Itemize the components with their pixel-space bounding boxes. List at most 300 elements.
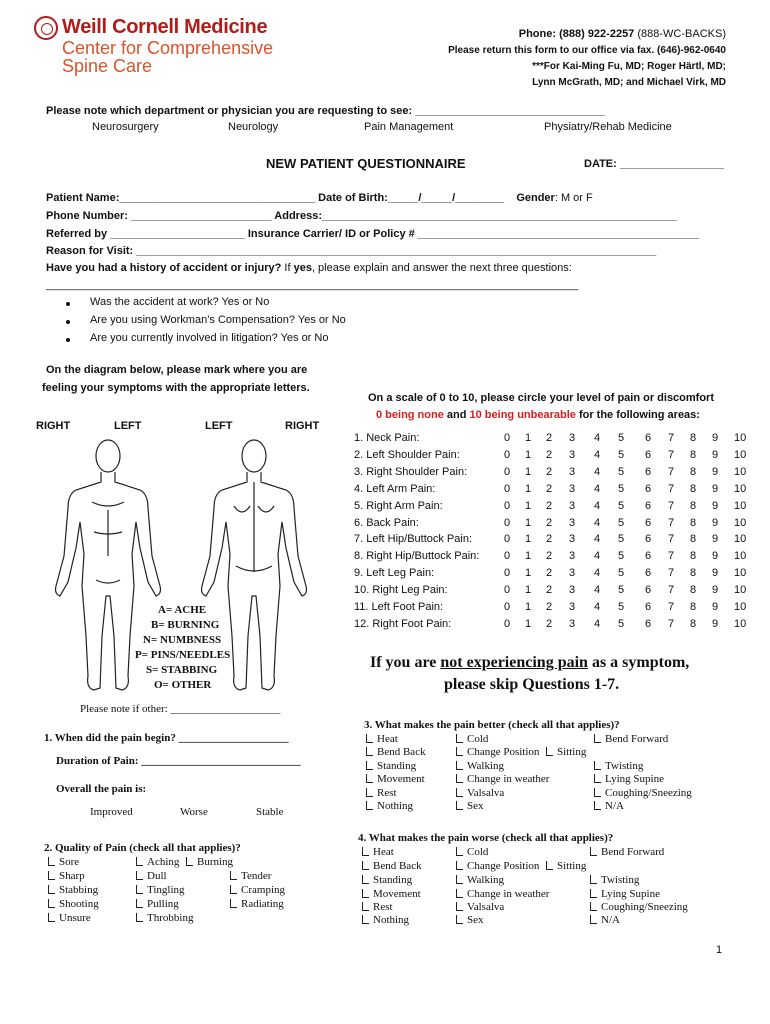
q3-checkbox-option[interactable]: [366, 733, 398, 745]
checkbox-icon[interactable]: [136, 885, 143, 894]
q4-checkbox-option[interactable]: [456, 888, 549, 900]
q1-option-worse[interactable]: Worse: [180, 806, 208, 818]
pain-level-option[interactable]: 5: [618, 550, 625, 563]
checkbox-icon[interactable]: [48, 857, 55, 866]
checkbox-icon[interactable]: [590, 902, 597, 911]
pain-level-option[interactable]: 1: [525, 567, 532, 580]
checkbox-icon[interactable]: [362, 875, 369, 884]
checkbox-label: Change in weather: [467, 888, 550, 900]
workmans-comp-question[interactable]: Are you using Workman’s Compensation? Yes or No: [90, 314, 346, 326]
dept-option-neurology[interactable]: Neurology: [228, 121, 279, 133]
pain-level-option[interactable]: 10: [734, 601, 747, 613]
phone-address-line[interactable]: Phone Number: _______________________ Address:__________________________________________________________: [46, 210, 677, 222]
department-prompt: Please note which department or physician you are requesting to see: _______________________________: [46, 105, 605, 117]
pain-level-option[interactable]: 5: [618, 516, 625, 529]
checkbox-icon[interactable]: [366, 734, 373, 743]
q2-checkbox-option[interactable]: [230, 870, 271, 882]
checkbox-icon[interactable]: [362, 847, 369, 856]
pain-level-option[interactable]: 5: [618, 465, 625, 478]
q4-checkbox-option[interactable]: [590, 914, 620, 926]
diagram-instruction-2: feeling your symptoms with the appropriate letters.: [42, 382, 310, 394]
pain-level-option[interactable]: 5: [618, 584, 625, 597]
pain-level-option[interactable]: 9: [712, 448, 719, 461]
checkbox-icon[interactable]: [456, 875, 463, 884]
q2-checkbox-option[interactable]: [136, 898, 179, 910]
referral-insurance-line[interactable]: Referred by ______________________ Insurance Carrier/ ID or Policy # ______________________________________________: [46, 228, 700, 240]
pain-level-option[interactable]: 7: [668, 601, 675, 613]
checkbox-label: Rest: [373, 901, 393, 913]
q4-checkbox-option[interactable]: [590, 888, 660, 900]
checkbox-label: Standing: [373, 874, 413, 886]
pain-level-option[interactable]: 4: [594, 601, 601, 613]
q1-when-pain-began[interactable]: 1. When did the pain begin? ____________________: [44, 732, 289, 744]
pain-level-option[interactable]: 1: [525, 432, 532, 444]
pain-level-option[interactable]: 2: [546, 499, 553, 512]
checkbox-icon[interactable]: [136, 857, 143, 866]
pain-level-option[interactable]: 4: [594, 432, 601, 444]
checkbox-icon[interactable]: [590, 875, 597, 884]
checkbox-icon[interactable]: [230, 885, 237, 894]
pain-level-option[interactable]: 6: [645, 601, 652, 613]
checkbox-icon[interactable]: [590, 847, 597, 856]
pain-level-option[interactable]: 7: [668, 482, 675, 495]
litigation-question[interactable]: Are you currently involved in litigation? Yes or No: [90, 332, 329, 344]
pain-level-option[interactable]: 10: [734, 550, 747, 563]
pain-level-option[interactable]: 0: [504, 432, 511, 444]
checkbox-icon[interactable]: [366, 788, 373, 797]
pain-level-option[interactable]: 1: [525, 482, 532, 495]
pain-level-option[interactable]: 7: [668, 516, 675, 529]
pain-level-option[interactable]: 8: [690, 516, 697, 529]
checkbox-icon[interactable]: [48, 871, 55, 880]
pain-level-option[interactable]: 3: [569, 432, 576, 444]
checkbox-icon[interactable]: [456, 902, 463, 911]
q3-checkbox-option[interactable]: [456, 746, 539, 758]
phone-label: Phone: (888) 922-2257: [518, 28, 635, 40]
dept-option-neurosurgery[interactable]: Neurosurgery: [92, 121, 159, 133]
pain-level-option[interactable]: 4: [594, 567, 601, 580]
org-logo-name: Weill Cornell Medicine: [62, 16, 268, 38]
q4-checkbox-option[interactable]: [546, 860, 586, 872]
pain-level-option[interactable]: 10: [734, 482, 747, 495]
pain-level-option[interactable]: 0: [504, 617, 511, 630]
pain-level-option[interactable]: 3: [569, 482, 576, 495]
checkbox-label: Cold: [467, 733, 489, 745]
pain-level-option[interactable]: 9: [712, 465, 719, 478]
checkbox-label: Coughing/Sneezing: [605, 787, 692, 799]
pain-level-option[interactable]: 7: [668, 499, 675, 512]
checkbox-icon[interactable]: [590, 915, 597, 924]
q4-checkbox-option[interactable]: [590, 901, 688, 913]
dept-option-physiatry[interactable]: Physiatry/Rehab Medicine: [544, 121, 672, 133]
pain-level-option[interactable]: 0: [504, 465, 511, 478]
pain-level-option[interactable]: 2: [546, 617, 553, 630]
pain-level-option[interactable]: 1: [525, 601, 532, 613]
pain-level-option[interactable]: 1: [525, 448, 532, 461]
q2-quality-label: 2. Quality of Pain (check all that applies)?: [44, 842, 241, 854]
pain-level-option[interactable]: 1: [525, 584, 532, 597]
pain-level-option[interactable]: 3: [569, 567, 576, 580]
q2-checkbox-option[interactable]: [136, 884, 185, 896]
pain-level-option[interactable]: 4: [594, 516, 601, 529]
q3-checkbox-option[interactable]: [594, 787, 692, 799]
fax-line: Please return this form to our office via fax. (646)-962-0640: [448, 45, 726, 56]
checkbox-icon[interactable]: [136, 899, 143, 908]
other-note-field[interactable]: Please note if other: ____________________: [80, 703, 281, 715]
checkbox-icon[interactable]: [366, 801, 373, 810]
date-field[interactable]: DATE: _________________: [584, 158, 724, 170]
bullet-dot: [66, 338, 70, 342]
q1-option-stable[interactable]: Stable: [256, 806, 284, 818]
checkbox-icon[interactable]: [456, 774, 463, 783]
pain-level-option[interactable]: 10: [734, 465, 747, 478]
pain-level-option[interactable]: 8: [690, 465, 697, 478]
checkbox-icon[interactable]: [456, 915, 463, 924]
q2-checkbox-option[interactable]: [48, 870, 85, 882]
checkbox-icon[interactable]: [186, 857, 193, 866]
checkbox-label: Bend Back: [377, 746, 426, 758]
pain-level-option[interactable]: 1: [525, 617, 532, 630]
pain-area-label: 12. Right Foot Pain:: [354, 617, 452, 630]
q4-checkbox-option[interactable]: [362, 860, 422, 872]
q4-checkbox-option[interactable]: [362, 846, 394, 858]
pain-level-option[interactable]: 10: [734, 533, 747, 546]
q2-checkbox-option[interactable]: [230, 884, 285, 896]
pain-level-option[interactable]: 3: [569, 550, 576, 563]
pain-level-option[interactable]: 10: [734, 448, 747, 461]
pain-level-option[interactable]: 8: [690, 584, 697, 597]
pain-level-option[interactable]: 10: [734, 516, 747, 529]
checkbox-label: Movement: [377, 773, 425, 785]
history-question: Have you had a history of accident or injury? If yes, please explain and answer the next three questions:: [46, 262, 572, 274]
pain-level-option[interactable]: 0: [504, 584, 511, 597]
checkbox-label: Rest: [377, 787, 397, 799]
checkbox-icon[interactable]: [594, 734, 601, 743]
q3-checkbox-option[interactable]: [456, 773, 549, 785]
q3-checkbox-option[interactable]: [366, 787, 397, 799]
pain-level-option[interactable]: 6: [645, 482, 652, 495]
pain-level-option[interactable]: 8: [690, 533, 697, 546]
pain-level-option[interactable]: 3: [569, 533, 576, 546]
checkbox-label: Sex: [467, 800, 484, 812]
pain-level-option[interactable]: 6: [645, 533, 652, 546]
pain-level-option[interactable]: 7: [668, 533, 675, 546]
gender-options[interactable]: : M or F: [554, 192, 593, 204]
pain-level-option[interactable]: 2: [546, 567, 553, 580]
legend-stabbing: S= STABBING: [146, 664, 218, 676]
pain-level-option[interactable]: 2: [546, 516, 553, 529]
checkbox-label: Stabbing: [59, 884, 99, 896]
pain-level-option[interactable]: 3: [569, 465, 576, 478]
pain-level-option[interactable]: 9: [712, 601, 719, 613]
q3-checkbox-option[interactable]: [366, 746, 426, 758]
checkbox-icon[interactable]: [546, 747, 553, 756]
checkbox-icon[interactable]: [48, 913, 55, 922]
pain-level-option[interactable]: 0: [504, 516, 511, 529]
pain-level-option[interactable]: 9: [712, 584, 719, 597]
pain-level-option[interactable]: 10: [734, 617, 747, 630]
pain-level-option[interactable]: 9: [712, 482, 719, 495]
q2-checkbox-option[interactable]: [230, 898, 284, 910]
checkbox-icon[interactable]: [366, 761, 373, 770]
checkbox-label: Lying Supine: [601, 888, 660, 900]
checkbox-label: Dull: [147, 870, 167, 882]
checkbox-icon[interactable]: [456, 861, 463, 870]
reason-for-visit-line[interactable]: Reason for Visit: _____________________________________________________________________________________: [46, 245, 657, 257]
pain-level-option[interactable]: 6: [645, 550, 652, 563]
checkbox-icon[interactable]: [48, 899, 55, 908]
q3-checkbox-option[interactable]: [546, 746, 586, 758]
pain-level-option[interactable]: 5: [618, 499, 625, 512]
diagram-instruction-1: On the diagram below, please mark where you are: [46, 364, 308, 376]
checkbox-label: Unsure: [59, 912, 91, 924]
pain-level-option[interactable]: 6: [645, 448, 652, 461]
pain-level-option[interactable]: 8: [690, 482, 697, 495]
checkbox-icon[interactable]: [594, 774, 601, 783]
q1-option-improved[interactable]: Improved: [90, 806, 133, 818]
pain-level-option[interactable]: 1: [525, 499, 532, 512]
pain-level-option[interactable]: 8: [690, 601, 697, 613]
pain-level-option[interactable]: 9: [712, 533, 719, 546]
pain-level-option[interactable]: 3: [569, 499, 576, 512]
q4-checkbox-option[interactable]: [590, 874, 639, 886]
pain-level-option[interactable]: 9: [712, 432, 719, 444]
pain-level-option[interactable]: 10: [734, 499, 747, 512]
pain-level-option[interactable]: 2: [546, 584, 553, 597]
q2-checkbox-option[interactable]: [48, 912, 91, 924]
q4-checkbox-option[interactable]: [362, 914, 409, 926]
pain-level-option[interactable]: 1: [525, 550, 532, 563]
pain-level-option[interactable]: 8: [690, 499, 697, 512]
checkbox-icon[interactable]: [456, 889, 463, 898]
q4-checkbox-option[interactable]: [590, 846, 664, 858]
pain-level-option[interactable]: 0: [504, 550, 511, 563]
checkbox-icon[interactable]: [594, 788, 601, 797]
pain-level-option[interactable]: 5: [618, 617, 625, 630]
pain-level-option[interactable]: 5: [618, 432, 625, 444]
checkbox-icon[interactable]: [594, 801, 601, 810]
pain-level-option[interactable]: 6: [645, 617, 652, 630]
pain-level-option[interactable]: 1: [525, 516, 532, 529]
q4-checkbox-option[interactable]: [362, 888, 421, 900]
pain-level-option[interactable]: 7: [668, 448, 675, 461]
pain-level-option[interactable]: 7: [668, 465, 675, 478]
checkbox-icon[interactable]: [230, 899, 237, 908]
pain-level-option[interactable]: 9: [712, 550, 719, 563]
checkbox-label: Change Position: [467, 860, 540, 872]
checkbox-label: Lying Supine: [605, 773, 664, 785]
pain-level-option[interactable]: 10: [734, 432, 747, 444]
checkbox-icon[interactable]: [456, 847, 463, 856]
diagram-label-left-front: LEFT: [114, 420, 142, 432]
q3-checkbox-option[interactable]: [456, 733, 488, 745]
history-explanation-line[interactable]: _______________________________________________________________________________________: [46, 279, 579, 291]
pain-area-label: 10. Right Leg Pain:: [354, 584, 448, 597]
q3-checkbox-option[interactable]: [456, 800, 484, 812]
q3-checkbox-option[interactable]: [594, 800, 624, 812]
pain-level-option[interactable]: 7: [668, 550, 675, 563]
pain-level-option[interactable]: 5: [618, 567, 625, 580]
pain-level-option[interactable]: 4: [594, 448, 601, 461]
pain-level-option[interactable]: 1: [525, 465, 532, 478]
pain-level-option[interactable]: 10: [734, 584, 747, 597]
skip-note-line1: If you are not experiencing pain as a symptom,: [370, 654, 690, 671]
pain-level-option[interactable]: 2: [546, 482, 553, 495]
pain-level-option[interactable]: 5: [618, 448, 625, 461]
pain-level-option[interactable]: 5: [618, 482, 625, 495]
pain-level-option[interactable]: 0: [504, 482, 511, 495]
q2-checkbox-option[interactable]: [48, 898, 99, 910]
checkbox-icon[interactable]: [546, 861, 553, 870]
checkbox-label: Heat: [373, 846, 394, 858]
legend-numbness: N= NUMBNESS: [143, 634, 222, 646]
pain-level-option[interactable]: 3: [569, 584, 576, 597]
pain-level-option[interactable]: 6: [645, 432, 652, 444]
pain-area-label: 7. Left Hip/Buttock Pain:: [354, 533, 473, 546]
pain-level-option[interactable]: 0: [504, 448, 511, 461]
phone-alt: (888-WC-BACKS): [637, 28, 726, 40]
pain-level-option[interactable]: 6: [645, 499, 652, 512]
q3-checkbox-option[interactable]: [594, 760, 643, 772]
checkbox-icon[interactable]: [136, 871, 143, 880]
pain-level-option[interactable]: 10: [734, 567, 747, 580]
q2-checkbox-option[interactable]: [48, 884, 98, 896]
pain-level-option[interactable]: 2: [546, 550, 553, 563]
q4-checkbox-option[interactable]: [456, 860, 539, 872]
q3-checkbox-option[interactable]: [366, 800, 413, 812]
pain-level-option[interactable]: 4: [594, 617, 601, 630]
pain-area-label: 9. Left Leg Pain:: [354, 567, 435, 580]
checkbox-icon[interactable]: [366, 774, 373, 783]
q4-checkbox-option[interactable]: [456, 874, 504, 886]
pain-level-option[interactable]: 5: [618, 533, 625, 546]
pain-level-option[interactable]: 4: [594, 465, 601, 478]
pain-level-option[interactable]: 2: [546, 448, 553, 461]
pain-level-option[interactable]: 4: [594, 499, 601, 512]
pain-area-label: 11. Left Foot Pain:: [354, 601, 444, 613]
q2-checkbox-option[interactable]: [136, 912, 193, 924]
pain-level-option[interactable]: 6: [645, 465, 652, 478]
checkbox-icon[interactable]: [366, 747, 373, 756]
q3-checkbox-option[interactable]: [594, 733, 668, 745]
pain-level-option[interactable]: 8: [690, 448, 697, 461]
pain-level-option[interactable]: 3: [569, 448, 576, 461]
q2-checkbox-option[interactable]: [186, 856, 233, 868]
dept-option-pain-management[interactable]: Pain Management: [364, 121, 454, 133]
pain-level-option[interactable]: 0: [504, 499, 511, 512]
pain-level-option[interactable]: 0: [504, 533, 511, 546]
checkbox-icon[interactable]: [456, 747, 463, 756]
checkbox-label: Sitting: [557, 746, 587, 758]
pain-level-option[interactable]: 9: [712, 499, 719, 512]
pain-level-option[interactable]: 1: [525, 533, 532, 546]
pain-level-option[interactable]: 6: [645, 567, 652, 580]
checkbox-label: Cold: [467, 846, 489, 858]
pain-area-label: 6. Back Pain:: [354, 516, 419, 529]
pain-level-option[interactable]: 0: [504, 601, 511, 613]
checkbox-label: Radiating: [241, 898, 284, 910]
pain-level-option[interactable]: 7: [668, 617, 675, 630]
checkbox-icon[interactable]: [362, 902, 369, 911]
checkbox-label: Valsalva: [467, 901, 505, 913]
pain-unbearable-label: 10 being unbearable: [469, 409, 576, 421]
pain-level-option[interactable]: 9: [712, 567, 719, 580]
pain-level-option[interactable]: 6: [645, 516, 652, 529]
pain-level-option[interactable]: 2: [546, 601, 553, 613]
phone-line: [519, 28, 726, 40]
q4-checkbox-option[interactable]: [456, 914, 484, 926]
checkbox-label: Walking: [467, 760, 504, 772]
pain-level-option[interactable]: 8: [690, 550, 697, 563]
checkbox-icon[interactable]: [230, 871, 237, 880]
q4-checkbox-option[interactable]: [362, 901, 393, 913]
pain-level-option[interactable]: 0: [504, 567, 511, 580]
checkbox-icon[interactable]: [136, 913, 143, 922]
pain-level-option[interactable]: 3: [569, 516, 576, 529]
checkbox-icon[interactable]: [48, 885, 55, 894]
pain-level-option[interactable]: 5: [618, 601, 625, 613]
q2-checkbox-option[interactable]: [136, 856, 179, 868]
checkbox-icon[interactable]: [590, 889, 597, 898]
checkbox-icon[interactable]: [362, 889, 369, 898]
q4-checkbox-option[interactable]: [456, 846, 488, 858]
dept-name-line2: Spine Care: [62, 56, 153, 76]
pain-level-option[interactable]: 8: [690, 432, 697, 444]
pain-level-option[interactable]: 7: [668, 432, 675, 444]
checkbox-icon[interactable]: [362, 861, 369, 870]
accident-at-work-question[interactable]: Was the accident at work? Yes or No: [90, 296, 270, 308]
pain-level-option[interactable]: 8: [690, 617, 697, 630]
q3-checkbox-option[interactable]: [594, 773, 664, 785]
q1-duration-field[interactable]: Duration of Pain: _____________________________: [56, 755, 301, 767]
pain-level-option[interactable]: 7: [668, 567, 675, 580]
pain-level-option[interactable]: 4: [594, 533, 601, 546]
q3-checkbox-option[interactable]: [456, 787, 504, 799]
checkbox-label: Bend Back: [373, 860, 422, 872]
pain-level-option[interactable]: 2: [546, 432, 553, 444]
q3-checkbox-option[interactable]: [456, 760, 504, 772]
pain-level-option[interactable]: 6: [645, 584, 652, 597]
pain-level-option[interactable]: 4: [594, 550, 601, 563]
pain-level-option[interactable]: 4: [594, 482, 601, 495]
patient-name-dob-line[interactable]: Patient Name:________________________________ Date of Birth:_____/_____/________ Gender: M or F: [46, 192, 593, 204]
q3-checkbox-option[interactable]: [366, 760, 416, 772]
checkbox-icon[interactable]: [594, 761, 601, 770]
q4-checkbox-option[interactable]: [362, 874, 412, 886]
checkbox-label: Bend Forward: [601, 846, 665, 858]
pain-level-option[interactable]: 9: [712, 617, 719, 630]
pain-level-option[interactable]: 3: [569, 601, 576, 613]
pain-level-option[interactable]: 2: [546, 465, 553, 478]
checkbox-label: Shooting: [59, 898, 99, 910]
q4-checkbox-option[interactable]: [456, 901, 504, 913]
pain-level-option[interactable]: 4: [594, 584, 601, 597]
pain-level-option[interactable]: 7: [668, 584, 675, 597]
q3-checkbox-option[interactable]: [366, 773, 425, 785]
checkbox-icon[interactable]: [456, 761, 463, 770]
pain-level-option[interactable]: 2: [546, 533, 553, 546]
checkbox-icon[interactable]: [456, 734, 463, 743]
pain-level-option[interactable]: 3: [569, 617, 576, 630]
pain-level-option[interactable]: 9: [712, 516, 719, 529]
checkbox-label: Nothing: [373, 914, 410, 926]
checkbox-icon[interactable]: [456, 801, 463, 810]
q2-checkbox-option[interactable]: [48, 856, 79, 868]
checkbox-icon[interactable]: [456, 788, 463, 797]
checkbox-icon[interactable]: [362, 915, 369, 924]
pain-level-option[interactable]: 8: [690, 567, 697, 580]
q2-checkbox-option[interactable]: [136, 870, 167, 882]
